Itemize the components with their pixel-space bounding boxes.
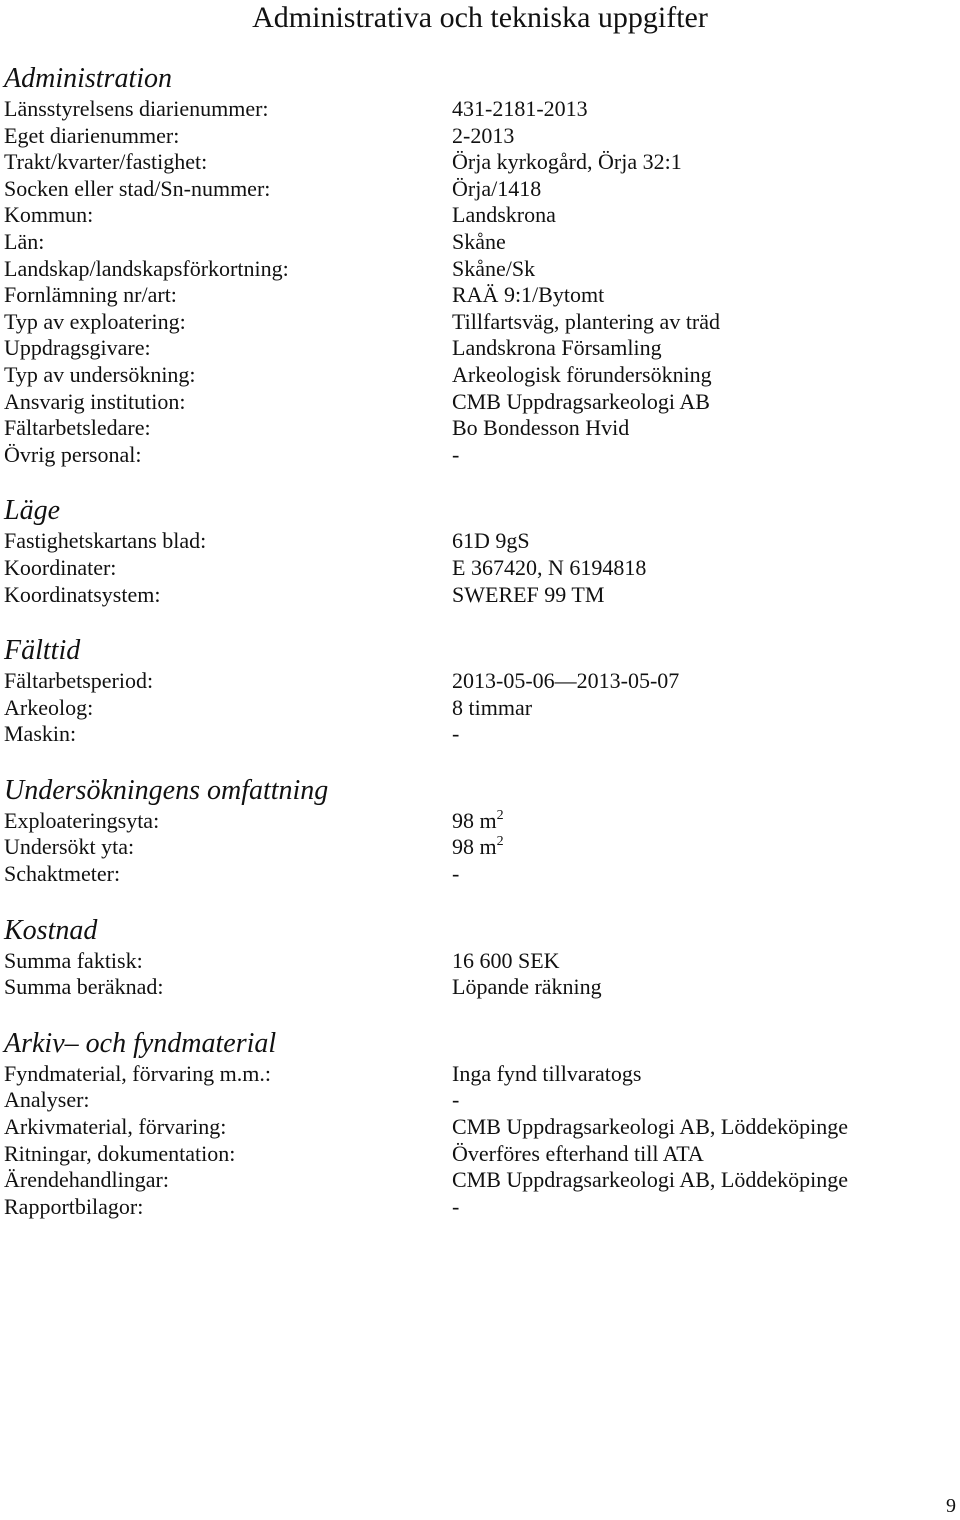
field-value-text: CMB Uppdragsarkeologi AB, Löddeköpinge xyxy=(452,1167,848,1193)
field-value xyxy=(452,528,530,555)
field-row xyxy=(4,582,954,609)
field-value-text: Inga fynd tillvaratogs xyxy=(452,1060,642,1086)
field-label: Fastighetskartans blad: xyxy=(4,528,207,554)
field-value xyxy=(452,362,712,389)
field-row xyxy=(4,335,954,362)
field-value-text: - xyxy=(452,721,460,747)
field-value xyxy=(452,668,679,695)
field-label: Undersökt yta: xyxy=(4,834,135,860)
field-value xyxy=(452,695,532,722)
field-value xyxy=(452,1141,704,1168)
field-value xyxy=(452,1194,459,1221)
field-label: Summa beräknad: xyxy=(4,974,164,1000)
field-row xyxy=(4,176,954,203)
field-row xyxy=(4,721,954,748)
field-label: Eget diarienummer: xyxy=(4,122,180,148)
field-label: Uppdragsgivare: xyxy=(4,335,151,361)
field-row xyxy=(4,1141,954,1168)
field-row xyxy=(4,1167,954,1194)
field-value xyxy=(452,1114,848,1141)
field-label: Arkeolog: xyxy=(4,694,94,720)
field-value-text: Skåne/Sk xyxy=(452,255,536,281)
field-row xyxy=(4,123,954,150)
field-row xyxy=(4,309,954,336)
field-value xyxy=(452,1061,641,1088)
field-value-text: 61D 9gS xyxy=(452,528,530,554)
field-row xyxy=(4,1087,954,1114)
field-value xyxy=(452,582,604,609)
field-value-text: Bo Bondesson Hvid xyxy=(452,415,630,441)
section xyxy=(4,1027,954,1221)
field-value-text: 98 m xyxy=(452,807,497,833)
section xyxy=(4,914,954,1001)
field-row xyxy=(4,202,954,229)
section xyxy=(4,62,954,468)
section-title: Läge xyxy=(4,495,60,527)
field-value-text: RAÄ 9:1/Bytomt xyxy=(452,282,605,308)
field-row xyxy=(4,1061,954,1088)
section xyxy=(4,634,954,748)
document-body xyxy=(4,62,954,1246)
field-label: Län: xyxy=(4,228,45,254)
field-label: Fornlämning nr/art: xyxy=(4,282,177,308)
field-label: Summa faktisk: xyxy=(4,947,143,973)
field-value-text: Örja/1418 xyxy=(452,175,542,201)
field-value-text: 2013-05-06—2013-05-07 xyxy=(452,668,680,694)
field-label: Länsstyrelsens diarienummer: xyxy=(4,96,269,121)
field-value-text: 16 600 SEK xyxy=(452,947,560,973)
field-value xyxy=(452,202,556,229)
field-value-text: Arkeologisk förundersökning xyxy=(452,361,712,387)
field-value xyxy=(452,229,506,256)
field-label: Ansvarig institution: xyxy=(4,388,186,414)
field-value xyxy=(452,389,710,416)
field-value xyxy=(452,442,459,469)
field-row xyxy=(4,442,954,469)
field-row xyxy=(4,695,954,722)
field-label: Koordinater: xyxy=(4,554,117,580)
field-label: Fältarbetsledare: xyxy=(4,415,151,441)
field-value xyxy=(452,948,560,975)
field-value xyxy=(452,834,504,861)
field-row xyxy=(4,96,954,123)
field-label: Övrig personal: xyxy=(4,441,142,467)
field-value-text: CMB Uppdragsarkeologi AB, Löddeköpinge xyxy=(452,1114,848,1140)
field-value-text: Överföres efterhand till ATA xyxy=(452,1140,704,1166)
field-value-text: SWEREF 99 TM xyxy=(452,581,605,607)
field-label: Ärendehandlingar: xyxy=(4,1167,169,1193)
field-label: Arkivmaterial, förvaring: xyxy=(4,1114,227,1140)
section-title: Undersökningens omfattning xyxy=(4,774,329,806)
field-label: Schaktmeter: xyxy=(4,861,121,887)
page-title: Administrativa och tekniska uppgifter xyxy=(252,1,708,34)
field-row xyxy=(4,974,954,1001)
field-row xyxy=(4,555,954,582)
field-label: Koordinatsystem: xyxy=(4,581,161,607)
field-value xyxy=(452,974,602,1001)
field-value xyxy=(452,309,720,336)
field-value xyxy=(452,176,541,203)
field-row xyxy=(4,834,954,861)
field-value xyxy=(452,415,629,442)
field-value-text: Landskrona Församling xyxy=(452,335,662,361)
field-value-text: - xyxy=(452,441,460,467)
field-value-text: Örja kyrkogård, Örja 32:1 xyxy=(452,149,682,175)
field-value-text: 2-2013 xyxy=(452,122,515,148)
section-title: Kostnad xyxy=(4,914,98,946)
field-value xyxy=(452,149,682,176)
field-label: Fältarbetsperiod: xyxy=(4,668,154,694)
field-label: Trakt/kvarter/fastighet: xyxy=(4,149,208,175)
field-label: Typ av undersökning: xyxy=(4,361,196,387)
field-value-text: 8 timmar xyxy=(452,694,533,720)
field-value-text: - xyxy=(452,1193,460,1219)
field-label: Fyndmaterial, förvaring m.m.: xyxy=(4,1060,271,1086)
field-row xyxy=(4,808,954,835)
field-value-text: Landskrona xyxy=(452,202,556,228)
field-row xyxy=(4,149,954,176)
section-title: Fälttid xyxy=(4,635,81,667)
field-value xyxy=(452,335,662,362)
field-value xyxy=(452,256,535,283)
field-label: Socken eller stad/Sn-nummer: xyxy=(4,175,271,201)
field-row xyxy=(4,1114,954,1141)
field-value xyxy=(452,861,459,888)
field-label: Typ av exploatering: xyxy=(4,308,186,334)
field-label: Exploateringsyta: xyxy=(4,807,160,833)
field-row xyxy=(4,948,954,975)
field-row xyxy=(4,389,954,416)
field-value-text: Skåne xyxy=(452,228,506,254)
field-row xyxy=(4,668,954,695)
section xyxy=(4,494,954,608)
field-row xyxy=(4,229,954,256)
field-label: Analyser: xyxy=(4,1087,90,1113)
field-value xyxy=(452,1167,848,1194)
field-value-text: E 367420, N 6194818 xyxy=(452,554,647,580)
field-row xyxy=(4,362,954,389)
field-value-text: Löpande räkning xyxy=(452,974,602,1000)
field-value xyxy=(452,282,604,309)
field-row xyxy=(4,861,954,888)
field-value xyxy=(452,96,588,123)
field-row xyxy=(4,415,954,442)
section-title: Administration xyxy=(4,63,173,94)
section-title: Arkiv– och fyndmaterial xyxy=(4,1027,277,1059)
field-value xyxy=(452,1087,459,1114)
field-row xyxy=(4,1194,954,1221)
field-value-text: Tillfartsväg, plantering av träd xyxy=(452,308,721,334)
field-value xyxy=(452,721,459,748)
page-number: 9 xyxy=(946,1495,956,1517)
field-value-text: 431-2181-2013 xyxy=(452,96,588,121)
field-label: Ritningar, dokumentation: xyxy=(4,1140,236,1166)
field-value xyxy=(452,808,504,835)
field-value xyxy=(452,123,514,150)
field-label: Landskap/landskapsförkortning: xyxy=(4,255,289,281)
field-value-text: - xyxy=(452,1087,460,1113)
field-label: Rapportbilagor: xyxy=(4,1193,144,1219)
unit-superscript: 2 xyxy=(496,807,504,823)
field-label: Maskin: xyxy=(4,721,77,747)
field-value-text: CMB Uppdragsarkeologi AB xyxy=(452,388,710,414)
field-value xyxy=(452,555,646,582)
field-value-text: - xyxy=(452,861,460,887)
field-row xyxy=(4,282,954,309)
unit-superscript: 2 xyxy=(496,834,504,850)
section xyxy=(4,774,954,888)
field-row xyxy=(4,528,954,555)
field-row xyxy=(4,256,954,283)
field-label: Kommun: xyxy=(4,202,94,228)
field-value-text: 98 m xyxy=(452,834,497,860)
